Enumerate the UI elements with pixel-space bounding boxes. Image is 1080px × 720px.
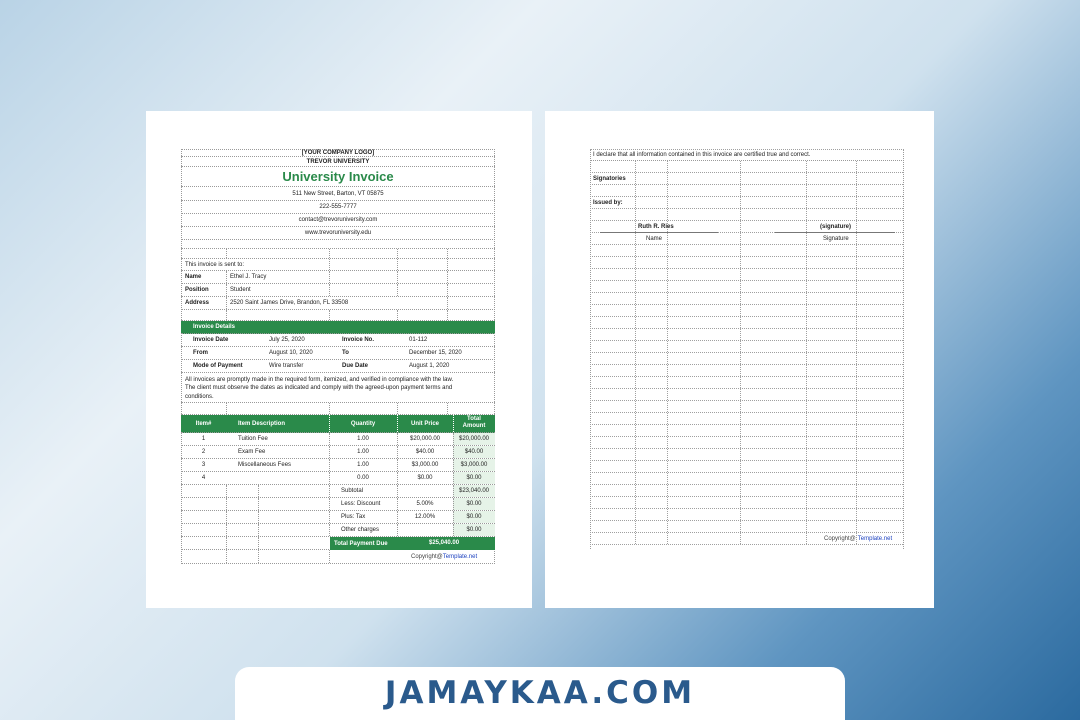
period-from: August 10, 2020 [269, 350, 313, 356]
header-item-no: Item# [195, 420, 212, 427]
signature-label: Signature [823, 235, 849, 242]
grid-row [590, 173, 903, 185]
table-row: 4 0.00 $0.00 $0.00 [181, 472, 495, 485]
grid-row [590, 245, 903, 257]
invoice-page-1 [146, 111, 532, 608]
grid-row [590, 329, 903, 341]
detail-label: Due Date [342, 363, 369, 369]
sent-to-label: This invoice is sent to: [185, 261, 245, 268]
summary-row: Plus: Tax 12.00% $0.00 [181, 511, 495, 524]
logo-placeholder: [YOUR COMPANY LOGO] [301, 150, 375, 156]
summary-row: Subtotal $23,040.00 [181, 485, 495, 498]
grid-row [590, 269, 903, 281]
grid-row [590, 353, 903, 365]
grid-row [590, 197, 903, 209]
grid-row [590, 365, 903, 377]
invoice-page-2 [545, 111, 934, 608]
grid-row [590, 257, 903, 269]
detail-label: From [193, 350, 208, 356]
grid-row [590, 185, 903, 197]
detail-label: Mode of Payment [193, 363, 243, 369]
template-link[interactable]: Template.net [442, 553, 478, 560]
invoice-number: 01-112 [409, 337, 428, 343]
recipient-address: 2520 Saint James Drive, Brandon, FL 33508 [230, 300, 349, 306]
grid-row [590, 485, 903, 497]
recipient-name-label: Name [185, 274, 202, 280]
grid-row [590, 377, 903, 389]
invoice-title: University Invoice [282, 169, 394, 184]
company-phone: 222-555-7777 [319, 204, 357, 210]
grid-row [590, 293, 903, 305]
company-email: contact@trevoruniversity.com [298, 217, 378, 223]
brand-banner [235, 667, 845, 720]
period-to: December 15, 2020 [409, 350, 462, 356]
company-name: TREVOR UNIVERSITY [306, 158, 370, 165]
table-row: 3 Miscellaneous Fees 1.00 $3,000.00 $3,000.00 [181, 459, 495, 472]
items-table-header [181, 415, 495, 433]
header-total: Total [467, 416, 481, 422]
table-row: 1 Tuition Fee 1.00 $20,000.00 $20,000.00 [181, 433, 495, 446]
recipient-position-label: Position [185, 287, 209, 293]
detail-label: Invoice No. [342, 337, 375, 343]
grid-row [590, 473, 903, 485]
grid-row [590, 317, 903, 329]
header-quantity: Quantity [350, 420, 376, 427]
company-address: 511 New Street, Barton, VT 05875 [292, 190, 384, 197]
grid-row [590, 437, 903, 449]
company-website: www.trevoruniversity.edu [304, 230, 372, 236]
due-date: August 1, 2020 [409, 363, 450, 369]
recipient-address-label: Address [185, 300, 210, 306]
recipient-name: Ethel J. Tracy [230, 274, 267, 280]
grid-row [590, 497, 903, 509]
table-row: 2 Exam Fee 1.00 $40.00 $40.00 [181, 446, 495, 459]
header-unit-price: Unit Price [410, 420, 439, 427]
grid-row [590, 461, 903, 473]
summary-row: Other charges $0.00 [181, 524, 495, 537]
grid-row [590, 389, 903, 401]
grid-row [590, 221, 903, 233]
header-description: Item Description [238, 420, 286, 427]
grid-row [590, 161, 903, 173]
grid-row [590, 305, 903, 317]
issued-by-label: Issued by: [593, 199, 623, 206]
grid-row [590, 233, 903, 245]
total-payment-due-value: $25,040.00 [429, 540, 460, 546]
grid-row [590, 449, 903, 461]
payment-mode: Wire transfer [269, 363, 304, 369]
summary-row: Less: Discount 5.00% $0.00 [181, 498, 495, 511]
name-label: Name [646, 235, 663, 242]
brand-name: JAMAYKAA.COM [384, 675, 696, 711]
signature-placeholder: (signature) [820, 223, 852, 230]
copyright [824, 533, 904, 544]
invoice-sheet [181, 149, 495, 564]
copyright-text: Copyright@ [411, 553, 443, 560]
detail-label: To [342, 350, 349, 356]
header-amount: Amount [462, 423, 486, 429]
grid-row [590, 413, 903, 425]
copyright-text: Copyright@ [824, 535, 856, 542]
grid-row [590, 401, 903, 413]
detail-label: Invoice Date [193, 337, 229, 343]
total-payment-due-label: Total Payment Due [330, 537, 495, 550]
grid-row [590, 281, 903, 293]
signature-sheet [590, 149, 904, 549]
grid-row [590, 209, 903, 221]
recipient-position: Student [230, 287, 251, 293]
signatories-label: Signatories [593, 175, 626, 182]
grid-row [590, 341, 903, 353]
grid-row [590, 509, 903, 521]
invoice-details-header: Invoice Details [193, 324, 236, 330]
grid-row [590, 521, 903, 533]
template-link[interactable]: Template.net [857, 535, 893, 542]
signer-name: Ruth R. Ries [638, 223, 674, 230]
declaration-text: I declare that all information contained in this invoice are certified true and correct. [593, 152, 811, 158]
grid-row [590, 533, 903, 545]
invoice-date: July 25, 2020 [269, 337, 305, 343]
terms-text: All invoices are promptly made in the required form, itemized, and verified in compliance with the law. The client must observe the dates as indicated and comply with the agreed-upon payment terms and conditions. [185, 377, 454, 400]
grid-row [590, 425, 903, 437]
